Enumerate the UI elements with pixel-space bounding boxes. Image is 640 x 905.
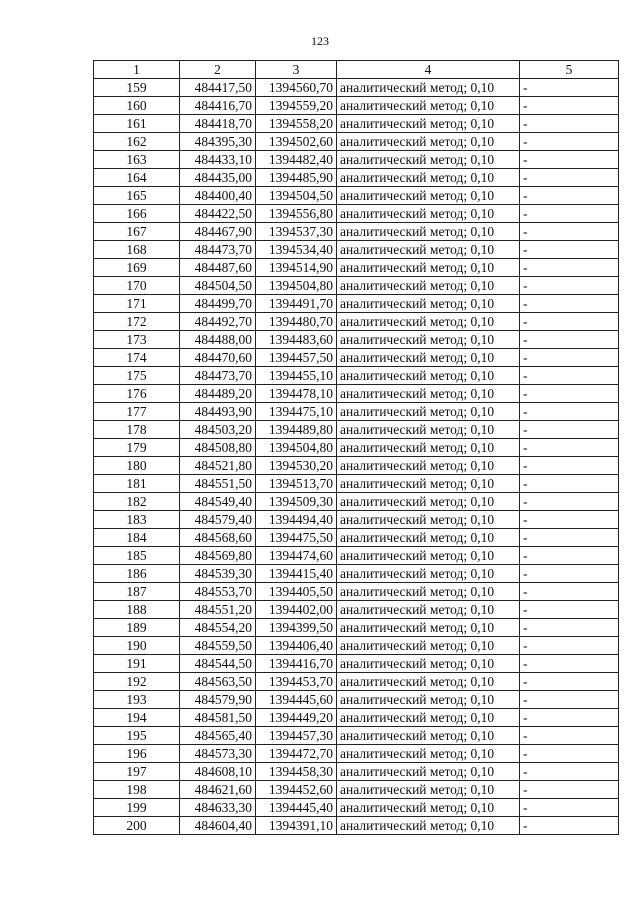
x-coordinate-cell: 484621,60 — [180, 781, 256, 799]
x-coordinate-cell: 484544,50 — [180, 655, 256, 673]
table-row — [94, 115, 619, 133]
x-coordinate-cell: 484395,30 — [180, 133, 256, 151]
method-accuracy-cell: аналитический метод; 0,10 — [337, 601, 520, 619]
note-cell: - — [520, 295, 619, 313]
y-coordinate-cell: 1394482,40 — [256, 151, 337, 169]
table-row — [94, 655, 619, 673]
table-row — [94, 637, 619, 655]
y-coordinate-cell: 1394558,20 — [256, 115, 337, 133]
note-cell: - — [520, 223, 619, 241]
y-coordinate-cell: 1394449,20 — [256, 709, 337, 727]
header-col-5: 5 — [520, 61, 619, 79]
table-row — [94, 493, 619, 511]
y-coordinate-cell: 1394504,80 — [256, 439, 337, 457]
point-number-cell: 187 — [94, 583, 180, 601]
y-coordinate-cell: 1394416,70 — [256, 655, 337, 673]
y-coordinate-cell: 1394475,10 — [256, 403, 337, 421]
table-row — [94, 763, 619, 781]
table-row — [94, 151, 619, 169]
method-accuracy-cell: аналитический метод; 0,10 — [337, 745, 520, 763]
method-accuracy-cell: аналитический метод; 0,10 — [337, 115, 520, 133]
method-accuracy-cell: аналитический метод; 0,10 — [337, 673, 520, 691]
table-row — [94, 205, 619, 223]
note-cell: - — [520, 187, 619, 205]
point-number-cell: 177 — [94, 403, 180, 421]
method-accuracy-cell: аналитический метод; 0,10 — [337, 133, 520, 151]
method-accuracy-cell: аналитический метод; 0,10 — [337, 331, 520, 349]
point-number-cell: 197 — [94, 763, 180, 781]
note-cell: - — [520, 583, 619, 601]
y-coordinate-cell: 1394502,60 — [256, 133, 337, 151]
method-accuracy-cell: аналитический метод; 0,10 — [337, 223, 520, 241]
table-row — [94, 745, 619, 763]
y-coordinate-cell: 1394474,60 — [256, 547, 337, 565]
point-number-cell: 175 — [94, 367, 180, 385]
x-coordinate-cell: 484400,40 — [180, 187, 256, 205]
table-row — [94, 673, 619, 691]
method-accuracy-cell: аналитический метод; 0,10 — [337, 385, 520, 403]
x-coordinate-cell: 484568,60 — [180, 529, 256, 547]
note-cell: - — [520, 745, 619, 763]
header-col-3: 3 — [256, 61, 337, 79]
y-coordinate-cell: 1394445,40 — [256, 799, 337, 817]
note-cell: - — [520, 511, 619, 529]
method-accuracy-cell: аналитический метод; 0,10 — [337, 97, 520, 115]
point-number-cell: 179 — [94, 439, 180, 457]
table-row — [94, 565, 619, 583]
method-accuracy-cell: аналитический метод; 0,10 — [337, 277, 520, 295]
point-number-cell: 186 — [94, 565, 180, 583]
point-number-cell: 171 — [94, 295, 180, 313]
x-coordinate-cell: 484473,70 — [180, 241, 256, 259]
y-coordinate-cell: 1394483,60 — [256, 331, 337, 349]
y-coordinate-cell: 1394475,50 — [256, 529, 337, 547]
y-coordinate-cell: 1394556,80 — [256, 205, 337, 223]
method-accuracy-cell: аналитический метод; 0,10 — [337, 79, 520, 97]
x-coordinate-cell: 484608,10 — [180, 763, 256, 781]
x-coordinate-cell: 484488,00 — [180, 331, 256, 349]
note-cell: - — [520, 565, 619, 583]
y-coordinate-cell: 1394537,30 — [256, 223, 337, 241]
point-number-cell: 178 — [94, 421, 180, 439]
method-accuracy-cell: аналитический метод; 0,10 — [337, 475, 520, 493]
note-cell: - — [520, 115, 619, 133]
table-row — [94, 241, 619, 259]
method-accuracy-cell: аналитический метод; 0,10 — [337, 313, 520, 331]
method-accuracy-cell: аналитический метод; 0,10 — [337, 583, 520, 601]
method-accuracy-cell: аналитический метод; 0,10 — [337, 799, 520, 817]
point-number-cell: 181 — [94, 475, 180, 493]
table-row — [94, 169, 619, 187]
x-coordinate-cell: 484492,70 — [180, 313, 256, 331]
note-cell: - — [520, 205, 619, 223]
point-number-cell: 173 — [94, 331, 180, 349]
method-accuracy-cell: аналитический метод; 0,10 — [337, 727, 520, 745]
table-row — [94, 799, 619, 817]
point-number-cell: 159 — [94, 79, 180, 97]
note-cell: - — [520, 637, 619, 655]
y-coordinate-cell: 1394402,00 — [256, 601, 337, 619]
y-coordinate-cell: 1394489,80 — [256, 421, 337, 439]
y-coordinate-cell: 1394391,10 — [256, 817, 337, 835]
table-header-row — [94, 61, 619, 79]
x-coordinate-cell: 484551,20 — [180, 601, 256, 619]
x-coordinate-cell: 484435,00 — [180, 169, 256, 187]
method-accuracy-cell: аналитический метод; 0,10 — [337, 709, 520, 727]
method-accuracy-cell: аналитический метод; 0,10 — [337, 817, 520, 835]
table-row — [94, 97, 619, 115]
y-coordinate-cell: 1394491,70 — [256, 295, 337, 313]
note-cell: - — [520, 421, 619, 439]
method-accuracy-cell: аналитический метод; 0,10 — [337, 619, 520, 637]
x-coordinate-cell: 484416,70 — [180, 97, 256, 115]
x-coordinate-cell: 484470,60 — [180, 349, 256, 367]
table-row — [94, 619, 619, 637]
x-coordinate-cell: 484418,70 — [180, 115, 256, 133]
y-coordinate-cell: 1394478,10 — [256, 385, 337, 403]
coordinates-table — [93, 60, 619, 835]
x-coordinate-cell: 484473,70 — [180, 367, 256, 385]
x-coordinate-cell: 484553,70 — [180, 583, 256, 601]
note-cell: - — [520, 313, 619, 331]
note-cell: - — [520, 97, 619, 115]
x-coordinate-cell: 484579,90 — [180, 691, 256, 709]
note-cell: - — [520, 331, 619, 349]
y-coordinate-cell: 1394458,30 — [256, 763, 337, 781]
table-body — [94, 79, 619, 835]
method-accuracy-cell: аналитический метод; 0,10 — [337, 457, 520, 475]
x-coordinate-cell: 484604,40 — [180, 817, 256, 835]
point-number-cell: 193 — [94, 691, 180, 709]
note-cell: - — [520, 655, 619, 673]
method-accuracy-cell: аналитический метод; 0,10 — [337, 493, 520, 511]
note-cell: - — [520, 457, 619, 475]
x-coordinate-cell: 484569,80 — [180, 547, 256, 565]
method-accuracy-cell: аналитический метод; 0,10 — [337, 781, 520, 799]
x-coordinate-cell: 484503,20 — [180, 421, 256, 439]
table-row — [94, 403, 619, 421]
point-number-cell: 165 — [94, 187, 180, 205]
note-cell: - — [520, 241, 619, 259]
point-number-cell: 184 — [94, 529, 180, 547]
note-cell: - — [520, 547, 619, 565]
note-cell: - — [520, 277, 619, 295]
note-cell: - — [520, 493, 619, 511]
header-col-1: 1 — [94, 61, 180, 79]
table-row — [94, 421, 619, 439]
method-accuracy-cell: аналитический метод; 0,10 — [337, 529, 520, 547]
method-accuracy-cell: аналитический метод; 0,10 — [337, 565, 520, 583]
y-coordinate-cell: 1394480,70 — [256, 313, 337, 331]
method-accuracy-cell: аналитический метод; 0,10 — [337, 439, 520, 457]
point-number-cell: 168 — [94, 241, 180, 259]
y-coordinate-cell: 1394560,70 — [256, 79, 337, 97]
x-coordinate-cell: 484508,80 — [180, 439, 256, 457]
point-number-cell: 183 — [94, 511, 180, 529]
y-coordinate-cell: 1394559,20 — [256, 97, 337, 115]
note-cell: - — [520, 709, 619, 727]
table-row — [94, 691, 619, 709]
x-coordinate-cell: 484433,10 — [180, 151, 256, 169]
method-accuracy-cell: аналитический метод; 0,10 — [337, 349, 520, 367]
point-number-cell: 195 — [94, 727, 180, 745]
x-coordinate-cell: 484417,50 — [180, 79, 256, 97]
point-number-cell: 166 — [94, 205, 180, 223]
point-number-cell: 199 — [94, 799, 180, 817]
method-accuracy-cell: аналитический метод; 0,10 — [337, 241, 520, 259]
x-coordinate-cell: 484633,30 — [180, 799, 256, 817]
x-coordinate-cell: 484579,40 — [180, 511, 256, 529]
table-row — [94, 367, 619, 385]
x-coordinate-cell: 484554,20 — [180, 619, 256, 637]
x-coordinate-cell: 484493,90 — [180, 403, 256, 421]
x-coordinate-cell: 484487,60 — [180, 259, 256, 277]
table-row — [94, 781, 619, 799]
y-coordinate-cell: 1394472,70 — [256, 745, 337, 763]
method-accuracy-cell: аналитический метод; 0,10 — [337, 763, 520, 781]
note-cell: - — [520, 727, 619, 745]
note-cell: - — [520, 169, 619, 187]
method-accuracy-cell: аналитический метод; 0,10 — [337, 205, 520, 223]
table-row — [94, 457, 619, 475]
table-row — [94, 475, 619, 493]
method-accuracy-cell: аналитический метод; 0,10 — [337, 403, 520, 421]
point-number-cell: 190 — [94, 637, 180, 655]
point-number-cell: 180 — [94, 457, 180, 475]
x-coordinate-cell: 484565,40 — [180, 727, 256, 745]
note-cell: - — [520, 529, 619, 547]
table-row — [94, 331, 619, 349]
y-coordinate-cell: 1394405,50 — [256, 583, 337, 601]
y-coordinate-cell: 1394457,50 — [256, 349, 337, 367]
header-col-4: 4 — [337, 61, 520, 79]
point-number-cell: 191 — [94, 655, 180, 673]
table-row — [94, 601, 619, 619]
point-number-cell: 194 — [94, 709, 180, 727]
method-accuracy-cell: аналитический метод; 0,10 — [337, 187, 520, 205]
x-coordinate-cell: 484504,50 — [180, 277, 256, 295]
point-number-cell: 163 — [94, 151, 180, 169]
y-coordinate-cell: 1394504,80 — [256, 277, 337, 295]
y-coordinate-cell: 1394445,60 — [256, 691, 337, 709]
table-row — [94, 439, 619, 457]
note-cell: - — [520, 673, 619, 691]
method-accuracy-cell: аналитический метод; 0,10 — [337, 421, 520, 439]
y-coordinate-cell: 1394406,40 — [256, 637, 337, 655]
note-cell: - — [520, 367, 619, 385]
note-cell: - — [520, 619, 619, 637]
table-row — [94, 583, 619, 601]
x-coordinate-cell: 484489,20 — [180, 385, 256, 403]
table-row — [94, 313, 619, 331]
table-row — [94, 295, 619, 313]
point-number-cell: 169 — [94, 259, 180, 277]
table-row — [94, 349, 619, 367]
header-col-2: 2 — [180, 61, 256, 79]
point-number-cell: 192 — [94, 673, 180, 691]
note-cell: - — [520, 781, 619, 799]
point-number-cell: 182 — [94, 493, 180, 511]
y-coordinate-cell: 1394504,50 — [256, 187, 337, 205]
note-cell: - — [520, 763, 619, 781]
method-accuracy-cell: аналитический метод; 0,10 — [337, 655, 520, 673]
note-cell: - — [520, 439, 619, 457]
x-coordinate-cell: 484499,70 — [180, 295, 256, 313]
y-coordinate-cell: 1394415,40 — [256, 565, 337, 583]
note-cell: - — [520, 601, 619, 619]
method-accuracy-cell: аналитический метод; 0,10 — [337, 151, 520, 169]
x-coordinate-cell: 484573,30 — [180, 745, 256, 763]
x-coordinate-cell: 484521,80 — [180, 457, 256, 475]
point-number-cell: 170 — [94, 277, 180, 295]
point-number-cell: 176 — [94, 385, 180, 403]
table-row — [94, 187, 619, 205]
point-number-cell: 196 — [94, 745, 180, 763]
table-row — [94, 79, 619, 97]
table-row — [94, 133, 619, 151]
point-number-cell: 167 — [94, 223, 180, 241]
note-cell: - — [520, 799, 619, 817]
note-cell: - — [520, 133, 619, 151]
note-cell: - — [520, 475, 619, 493]
x-coordinate-cell: 484549,40 — [180, 493, 256, 511]
point-number-cell: 189 — [94, 619, 180, 637]
y-coordinate-cell: 1394513,70 — [256, 475, 337, 493]
x-coordinate-cell: 484539,30 — [180, 565, 256, 583]
y-coordinate-cell: 1394514,90 — [256, 259, 337, 277]
point-number-cell: 188 — [94, 601, 180, 619]
y-coordinate-cell: 1394453,70 — [256, 673, 337, 691]
method-accuracy-cell: аналитический метод; 0,10 — [337, 367, 520, 385]
x-coordinate-cell: 484467,90 — [180, 223, 256, 241]
y-coordinate-cell: 1394494,40 — [256, 511, 337, 529]
x-coordinate-cell: 484551,50 — [180, 475, 256, 493]
method-accuracy-cell: аналитический метод; 0,10 — [337, 691, 520, 709]
page-number: 123 — [311, 34, 329, 48]
method-accuracy-cell: аналитический метод; 0,10 — [337, 637, 520, 655]
table-row — [94, 511, 619, 529]
y-coordinate-cell: 1394530,20 — [256, 457, 337, 475]
point-number-cell: 161 — [94, 115, 180, 133]
point-number-cell: 185 — [94, 547, 180, 565]
method-accuracy-cell: аналитический метод; 0,10 — [337, 511, 520, 529]
point-number-cell: 200 — [94, 817, 180, 835]
x-coordinate-cell: 484422,50 — [180, 205, 256, 223]
table-row — [94, 259, 619, 277]
x-coordinate-cell: 484559,50 — [180, 637, 256, 655]
point-number-cell: 160 — [94, 97, 180, 115]
method-accuracy-cell: аналитический метод; 0,10 — [337, 259, 520, 277]
point-number-cell: 198 — [94, 781, 180, 799]
x-coordinate-cell: 484581,50 — [180, 709, 256, 727]
y-coordinate-cell: 1394457,30 — [256, 727, 337, 745]
note-cell: - — [520, 349, 619, 367]
method-accuracy-cell: аналитический метод; 0,10 — [337, 295, 520, 313]
y-coordinate-cell: 1394509,30 — [256, 493, 337, 511]
table-row — [94, 727, 619, 745]
note-cell: - — [520, 259, 619, 277]
point-number-cell: 174 — [94, 349, 180, 367]
y-coordinate-cell: 1394455,10 — [256, 367, 337, 385]
note-cell: - — [520, 385, 619, 403]
point-number-cell: 164 — [94, 169, 180, 187]
point-number-cell: 172 — [94, 313, 180, 331]
y-coordinate-cell: 1394399,50 — [256, 619, 337, 637]
table-row — [94, 709, 619, 727]
y-coordinate-cell: 1394534,40 — [256, 241, 337, 259]
table-row — [94, 385, 619, 403]
note-cell: - — [520, 403, 619, 421]
note-cell: - — [520, 691, 619, 709]
table-row — [94, 547, 619, 565]
method-accuracy-cell: аналитический метод; 0,10 — [337, 169, 520, 187]
method-accuracy-cell: аналитический метод; 0,10 — [337, 547, 520, 565]
y-coordinate-cell: 1394485,90 — [256, 169, 337, 187]
note-cell: - — [520, 79, 619, 97]
table-row — [94, 277, 619, 295]
point-number-cell: 162 — [94, 133, 180, 151]
table-row — [94, 223, 619, 241]
y-coordinate-cell: 1394452,60 — [256, 781, 337, 799]
table-row — [94, 817, 619, 835]
note-cell: - — [520, 817, 619, 835]
table-row — [94, 529, 619, 547]
note-cell: - — [520, 151, 619, 169]
x-coordinate-cell: 484563,50 — [180, 673, 256, 691]
